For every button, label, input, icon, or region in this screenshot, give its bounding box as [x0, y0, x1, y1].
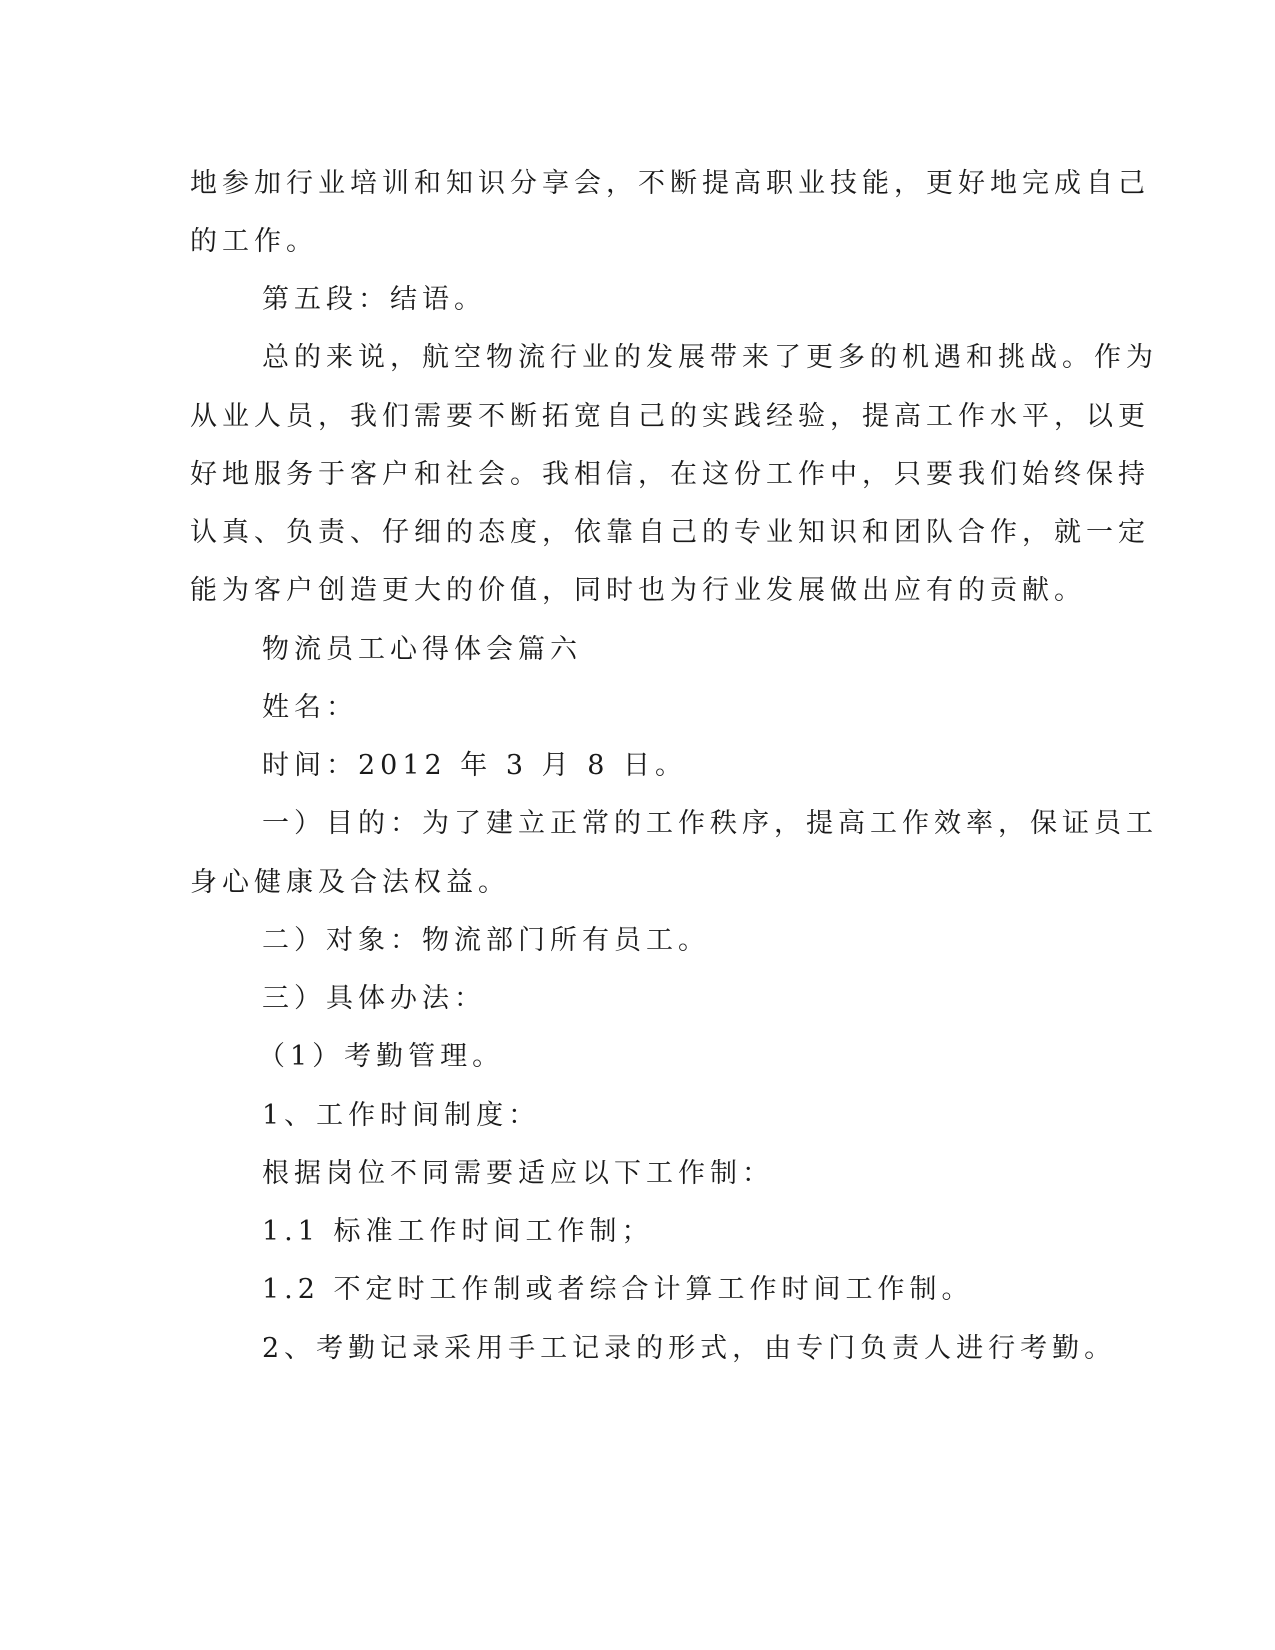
text-line: 总的来说，航空物流行业的发展带来了更多的机遇和挑战。作为	[262, 342, 1158, 373]
article-title: 物流员工心得体会篇六	[262, 634, 582, 665]
text-line: 一）目的：为了建立正常的工作秩序，提高工作效率，保证员工	[262, 808, 1158, 839]
text-line: 三）具体办法：	[262, 983, 486, 1014]
text-line: 1.1 标准工作时间工作制；	[262, 1216, 654, 1247]
name-field-label: 姓名：	[262, 692, 358, 723]
text-line: 身心健康及合法权益。	[190, 867, 510, 898]
text-line: 2、考勤记录采用手工记录的形式，由专门负责人进行考勤。	[262, 1333, 1117, 1364]
text-line: 1.2 不定时工作制或者综合计算工作时间工作制。	[262, 1274, 974, 1305]
text-line: 的工作。	[190, 226, 318, 257]
date-line: 时间：2012 年 3 月 8 日。	[262, 750, 687, 781]
text-line: 二）对象：物流部门所有员工。	[262, 925, 710, 956]
text-line: 1、工作时间制度：	[262, 1100, 541, 1131]
text-line: 地参加行业培训和知识分享会，不断提高职业技能，更好地完成自己	[190, 168, 1150, 199]
text-line: 从业人员，我们需要不断拓宽自己的实践经验，提高工作水平，以更	[190, 401, 1150, 432]
text-line: （1）考勤管理。	[258, 1041, 505, 1072]
text-line: 根据岗位不同需要适应以下工作制：	[262, 1158, 774, 1189]
text-line: 能为客户创造更大的价值，同时也为行业发展做出应有的贡献。	[190, 575, 1086, 606]
section-heading: 第五段：结语。	[262, 284, 486, 315]
text-line: 认真、负责、仔细的态度，依靠自己的专业知识和团队合作，就一定	[190, 517, 1150, 548]
text-line: 好地服务于客户和社会。我相信，在这份工作中，只要我们始终保持	[190, 459, 1150, 490]
